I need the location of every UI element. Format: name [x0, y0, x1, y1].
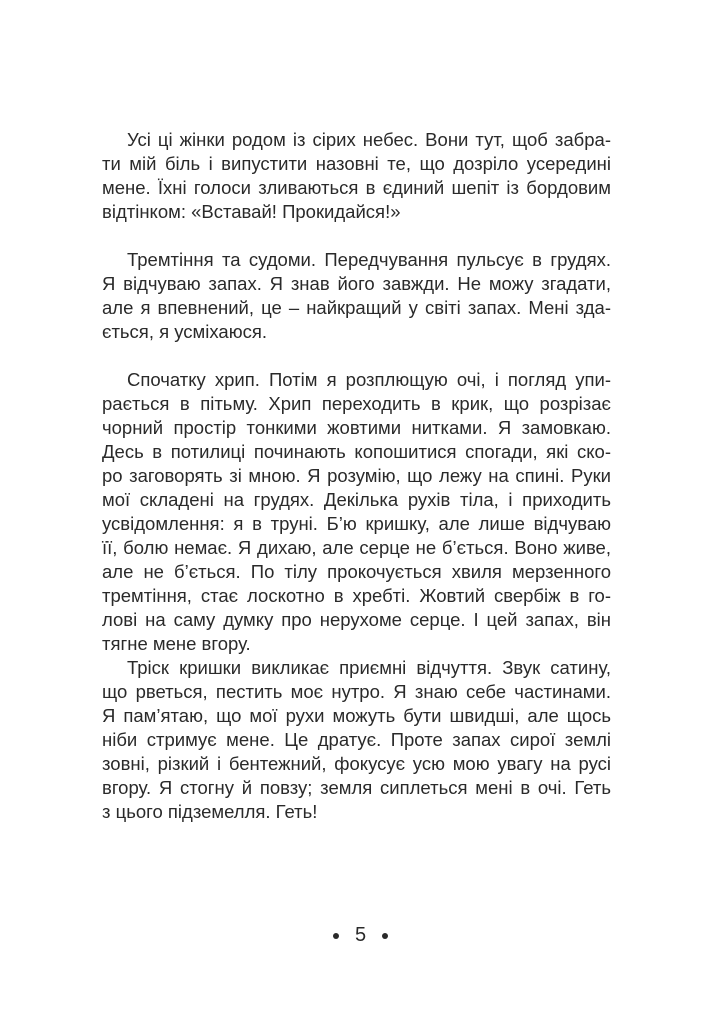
paragraph	[102, 368, 611, 656]
text-line: відтінком: «Вставай! Прокидайся!»	[102, 201, 401, 222]
text-line: усвідомлення: я в труні. Б’ю кришку, але лише відчуваю	[102, 513, 611, 534]
paragraph-gap	[102, 344, 611, 368]
text-line: тягне мене вгору.	[102, 633, 251, 654]
paragraph	[102, 128, 611, 224]
text-line: Я пам’ятаю, що мої рухи можуть бути швидші, але щось	[102, 705, 611, 726]
paragraph-gap	[102, 224, 611, 248]
text-line: ється, я усміхаюся.	[102, 321, 267, 342]
text-line: Тремтіння та судоми. Передчування пульсує в грудях.	[127, 249, 611, 270]
text-line: Спочатку хрип. Потім я розплющую очі, і погляд упи-	[127, 369, 611, 390]
page-footer	[0, 920, 721, 950]
text-line: що рветься, пестить моє нутро. Я знаю себе частинами.	[102, 681, 611, 702]
text-line: зовні, різкий і бентежний, фокусує усю мою увагу на русі	[102, 753, 611, 774]
text-line: її, болю немає. Я дихаю, але серце не б’ється. Воно живе,	[102, 537, 611, 558]
text-line: Тріск кришки викликає приємні відчуття. Звук сатину,	[127, 657, 611, 678]
text-line: Десь в потилиці починають копошитися спогади, які ско-	[102, 441, 611, 462]
text-line: з цього підземелля. Геть!	[102, 801, 318, 822]
text-line: лові на саму думку про нерухоме серце. І цей запах, він	[102, 609, 611, 630]
text-line: чорний простір тонкими жовтими нитками. Я замовкаю.	[102, 417, 611, 438]
text-line: Усі ці жінки родом із сірих небес. Вони тут, щоб забра-	[127, 129, 611, 150]
text-line: рається в пітьму. Хрип переходить в крик, що розрізає	[102, 393, 611, 414]
paragraph	[102, 656, 611, 824]
text-line: але я впевнений, це – найкращий у світі запах. Мені зда-	[102, 297, 611, 318]
text-line: мої складені на грудях. Декілька рухів тіла, і приходить	[102, 489, 611, 510]
text-line: ро заговорять зі мною. Я розумію, що лежу на спині. Руки	[102, 465, 611, 486]
text-line: мене. Їхні голоси зливаються в єдиний шепіт із бордовим	[102, 177, 611, 198]
text-line: вгору. Я стогну й повзу; земля сиплеться мені в очі. Геть	[102, 777, 611, 798]
text-line: ти мій біль і випустити назовні те, що дозріло усередині	[102, 153, 611, 174]
bullet-ornament-right	[382, 933, 388, 939]
text-line: тремтіння, стає лоскотно в хребті. Жовтий свербіж в го-	[102, 585, 611, 606]
text-line: ніби стримує мене. Це дратує. Проте запах сирої землі	[102, 729, 611, 750]
page-number: 5	[354, 924, 367, 946]
body-text	[102, 128, 611, 824]
text-line: Я відчуваю запах. Я знав його завжди. Не можу згадати,	[102, 273, 611, 294]
text-line: але не б’ється. По тілу прокочується хвиля мерзенного	[102, 561, 611, 582]
bullet-ornament-left	[333, 933, 339, 939]
paragraph	[102, 248, 611, 344]
